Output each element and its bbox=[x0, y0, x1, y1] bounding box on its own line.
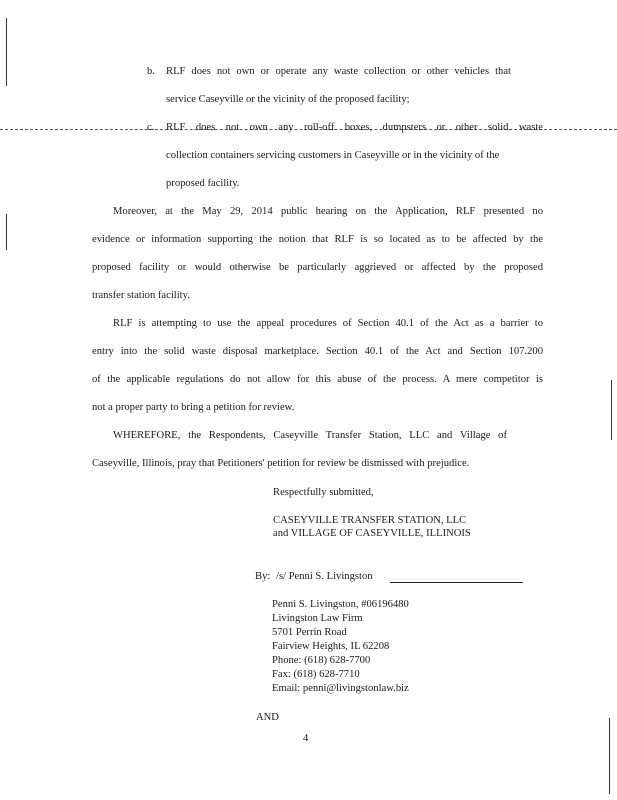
paragraph-2-line-4: not a proper party to bring a petition for review. bbox=[92, 402, 295, 413]
attorney-line-1: Penni S. Livingston, #06196480 bbox=[272, 599, 409, 610]
paragraph-1-line-3: proposed facility or would otherwise be particularly aggrieved or affected by the proposed bbox=[92, 262, 543, 273]
list-marker-b: b. bbox=[147, 66, 155, 77]
party-name-2: and VILLAGE OF CASEYVILLE, ILLINOIS bbox=[273, 528, 471, 539]
list-item-c-line-2: collection containers servicing customers in Caseyville or in the vicinity of the bbox=[166, 150, 500, 161]
attorney-line-4: Fairview Heights, IL 62208 bbox=[272, 641, 390, 652]
list-item-c-line-3: proposed facility. bbox=[166, 178, 240, 189]
scan-mark-left-1 bbox=[6, 18, 7, 86]
list-item-c-line-1: RLF does not own any roll-off boxes, dumpsters or other solid waste bbox=[166, 122, 543, 133]
paragraph-1-line-1: Moreover, at the May 29, 2014 public hearing on the Application, RLF presented no bbox=[113, 206, 543, 217]
scan-mark-right-2 bbox=[609, 718, 610, 794]
attorney-line-5: Phone: (618) 628-7700 bbox=[272, 655, 371, 666]
page-number: 4 bbox=[303, 733, 309, 744]
paragraph-2-line-2: entry into the solid waste disposal marketplace. Section 40.1 of the Act and Section 107.200 bbox=[92, 346, 543, 357]
closing-text: Respectfully submitted, bbox=[273, 487, 374, 498]
attorney-email: Email: penni@livingstonlaw.biz bbox=[272, 683, 409, 694]
paragraph-1-line-4: transfer station facility. bbox=[92, 290, 190, 301]
paragraph-2-line-3: of the applicable regulations do not allow for this abuse of the process. A mere competitor is bbox=[92, 374, 543, 385]
paragraph-3-line-2: Caseyville, Illinois, pray that Petitioners' petition for review be dismissed with prejudice. bbox=[92, 458, 470, 469]
party-name-1: CASEYVILLE TRANSFER STATION, LLC bbox=[273, 515, 467, 526]
paragraph-1-line-2: evidence or information supporting the notion that RLF is so located as to be affected by the bbox=[92, 234, 543, 245]
list-item-b-line-1: RLF does not own or operate any waste collection or other vehicles that bbox=[166, 66, 511, 77]
paragraph-2-line-1: RLF is attempting to use the appeal procedures of Section 40.1 of the Act as a barrier to bbox=[113, 318, 543, 329]
and-text: AND bbox=[256, 712, 279, 723]
signature-name: /s/ Penni S. Livingston bbox=[276, 571, 373, 582]
attorney-line-3: 5701 Perrin Road bbox=[272, 627, 347, 638]
attorney-line-2: Livingston Law Firm bbox=[272, 613, 363, 624]
paragraph-3-line-1: WHEREFORE, the Respondents, Caseyville Transfer Station, LLC and Village of bbox=[113, 430, 507, 441]
signature-by-label: By: bbox=[255, 571, 271, 582]
attorney-line-6: Fax: (618) 628-7710 bbox=[272, 669, 360, 680]
list-marker-c: c. bbox=[147, 122, 155, 133]
scan-mark-left-2 bbox=[6, 214, 7, 250]
scan-mark-right-1 bbox=[611, 380, 612, 440]
signature-line bbox=[390, 582, 523, 583]
list-item-b-line-2: service Caseyville or the vicinity of the proposed facility; bbox=[166, 94, 410, 105]
